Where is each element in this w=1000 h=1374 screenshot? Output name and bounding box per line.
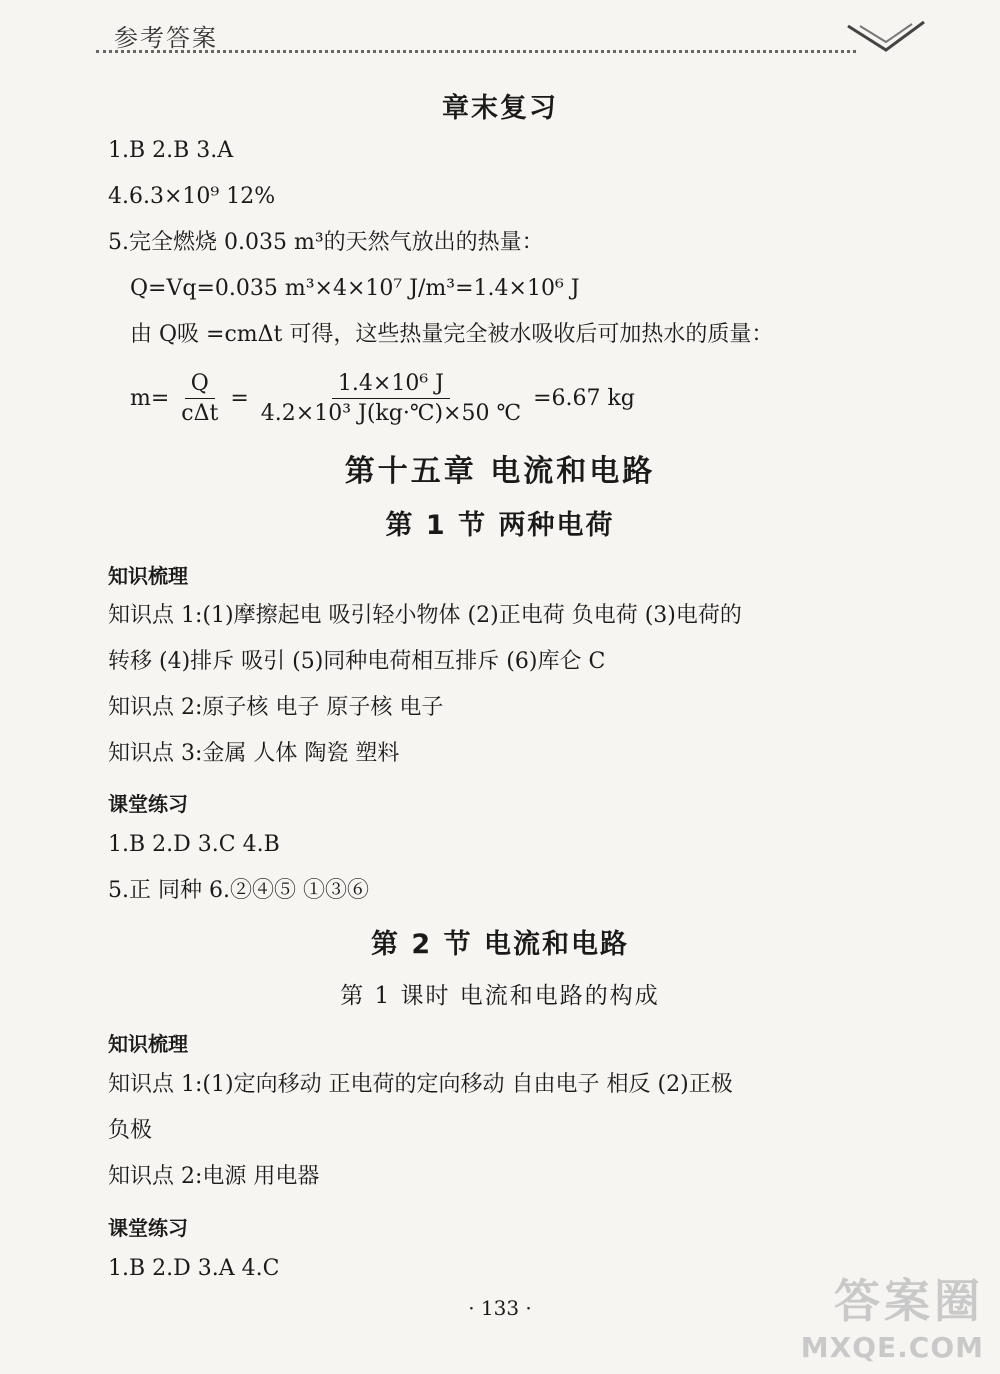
header-rule — [96, 50, 856, 53]
review-answer-5-intro: 5.完全燃烧 0.035 m³的天然气放出的热量： — [108, 230, 544, 255]
formula-equals: = — [230, 385, 249, 411]
section-2-practice-heading: 课堂练习 — [108, 1216, 188, 1240]
section-2-title: 第 2 节 电流和电路 — [371, 929, 629, 960]
formula-lhs: m= — [130, 385, 170, 411]
page-header — [96, 10, 926, 58]
section-2-point-2: 知识点 2:电源 用电器 — [108, 1164, 320, 1189]
section-1-practice-answers-1: 1.B 2.D 3.C 4.B — [108, 832, 280, 857]
section-1-point-1-line-2: 转移 (4)排斥 吸引 (5)同种电荷相互排斥 (6)库仑 C — [108, 649, 606, 674]
section-2-practice-answers: 1.B 2.D 3.A 4.C — [108, 1256, 280, 1281]
section-2-point-1-line-1: 知识点 1:(1)定向移动 正电荷的定向移动 自由电子 相反 (2)正极 — [108, 1072, 733, 1097]
fraction-denominator: 4.2×10³ J(kg·℃)×50 ℃ — [260, 400, 522, 426]
review-title: 章末复习 — [442, 93, 558, 124]
fraction-denominator: cΔt — [181, 400, 219, 426]
watermark-domain: MXQE.COM — [800, 1331, 984, 1364]
header-title: 参考答案 — [114, 24, 218, 52]
review-answer-4: 4.6.3×10⁹ 12% — [108, 184, 276, 209]
section-1-point-1-line-1: 知识点 1:(1)摩擦起电 吸引轻小物体 (2)正电荷 负电荷 (3)电荷的 — [108, 603, 742, 628]
review-answers-1-3: 1.B 2.B 3.A — [108, 138, 234, 163]
section-1-title: 第 1 节 两种电荷 — [385, 510, 615, 541]
section-1-practice-heading: 课堂练习 — [108, 792, 188, 816]
fraction-values — [255, 371, 527, 426]
page-number: · 133 · — [468, 1296, 532, 1320]
section-1-knowledge-heading: 知识梳理 — [108, 564, 188, 588]
mass-formula — [130, 368, 635, 428]
review-equation-1: Q=Vq=0.035 m³×4×10⁷ J/m³=1.4×10⁶ J — [130, 276, 580, 301]
formula-result: =6.67 kg — [533, 385, 635, 411]
site-watermark — [801, 1265, 984, 1364]
watermark-logo-text: 答案圈 — [834, 1274, 984, 1328]
section-1-practice-answers-2: 5.正 同种 6.②④⑤ ①③⑥ — [108, 878, 369, 903]
fraction-q-over-ct — [175, 371, 224, 426]
section-1-point-2: 知识点 2:原子核 电子 原子核 电子 — [108, 695, 444, 720]
chapter-title: 第十五章 电流和电路 — [344, 454, 656, 489]
section-2-point-1-line-2: 负极 — [108, 1118, 153, 1143]
fraction-numerator: Q — [185, 371, 215, 399]
section-1-point-3: 知识点 3:金属 人体 陶瓷 塑料 — [108, 741, 400, 766]
review-equation-2: 由 Q吸 =cmΔt 可得，这些热量完全被水吸收后可加热水的质量： — [130, 322, 774, 347]
header-decoration-icon — [846, 18, 926, 54]
section-2-knowledge-heading: 知识梳理 — [108, 1032, 188, 1056]
lesson-1-title: 第 1 课时 电流和电路的构成 — [340, 983, 660, 1009]
fraction-numerator: 1.4×10⁶ J — [332, 371, 450, 399]
